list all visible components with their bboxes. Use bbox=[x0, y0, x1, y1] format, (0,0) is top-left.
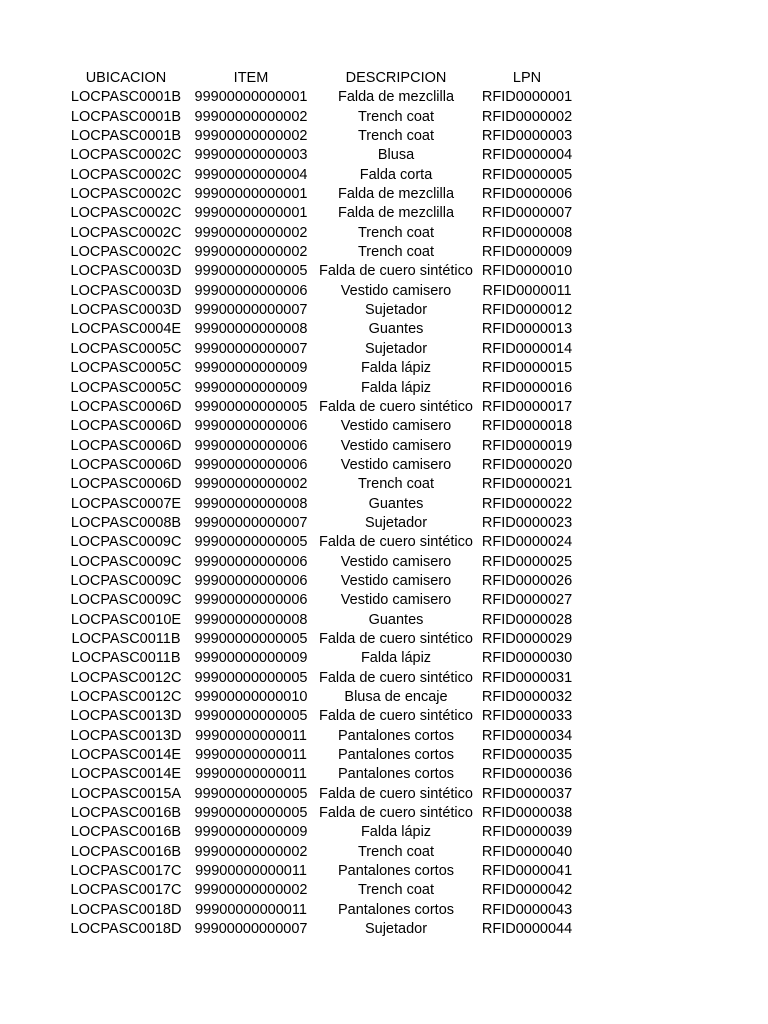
table-row bbox=[63, 630, 575, 649]
table-row bbox=[63, 456, 575, 475]
cell-descripcion: Vestido camisero bbox=[340, 592, 452, 609]
cell-item: 99900000000011 bbox=[195, 766, 307, 783]
table-row bbox=[63, 881, 575, 900]
cell-descripcion: Sujetador bbox=[364, 921, 428, 938]
table-row bbox=[63, 804, 575, 823]
cell-ubicacion: LOCPASC0013D bbox=[70, 708, 182, 725]
cell-ubicacion: LOCPASC0006D bbox=[70, 476, 182, 493]
cell-descripcion: Vestido camisero bbox=[340, 572, 452, 589]
cell-item: 99900000000009 bbox=[194, 379, 308, 396]
table-row bbox=[63, 611, 575, 630]
cell-descripcion: Sujetador bbox=[364, 340, 428, 357]
table-header-row bbox=[63, 69, 575, 88]
cell-ubicacion: LOCPASC0001B bbox=[70, 128, 182, 145]
cell-lpn: RFID0000008 bbox=[481, 224, 573, 241]
table-row bbox=[63, 746, 575, 765]
table-row bbox=[63, 688, 575, 707]
cell-ubicacion: LOCPASC0017C bbox=[70, 882, 182, 899]
cell-descripcion: Pantalones cortos bbox=[337, 863, 455, 880]
cell-item: 99900000000002 bbox=[194, 843, 308, 860]
table-row bbox=[63, 127, 575, 146]
cell-ubicacion: LOCPASC0001B bbox=[70, 89, 182, 106]
cell-item: 99900000000009 bbox=[194, 360, 308, 377]
cell-descripcion: Pantalones cortos bbox=[337, 747, 455, 764]
table-row bbox=[63, 785, 575, 804]
table-row bbox=[63, 301, 575, 320]
cell-item: 99900000000002 bbox=[194, 224, 308, 241]
cell-item: 99900000000002 bbox=[194, 128, 308, 145]
cell-item: 99900000000002 bbox=[194, 882, 308, 899]
cell-descripcion: Vestido camisero bbox=[340, 418, 452, 435]
cell-item: 99900000000009 bbox=[194, 650, 308, 667]
cell-descripcion: Falda lápiz bbox=[360, 379, 432, 396]
cell-ubicacion: LOCPASC0005C bbox=[70, 340, 182, 357]
cell-descripcion: Pantalones cortos bbox=[337, 901, 455, 918]
cell-lpn: RFID0000005 bbox=[481, 166, 573, 183]
cell-item: 99900000000005 bbox=[194, 263, 308, 280]
cell-descripcion: Trench coat bbox=[357, 244, 435, 261]
cell-lpn: RFID0000002 bbox=[481, 108, 573, 125]
cell-ubicacion: LOCPASC0002C bbox=[70, 224, 182, 241]
cell-descripcion: Falda de mezclilla bbox=[337, 186, 455, 203]
cell-lpn: RFID0000033 bbox=[481, 708, 573, 725]
cell-lpn: RFID0000019 bbox=[481, 437, 573, 454]
cell-lpn: RFID0000044 bbox=[481, 921, 573, 938]
cell-ubicacion: LOCPASC0016B bbox=[70, 824, 182, 841]
cell-descripcion: Falda de cuero sintético bbox=[319, 534, 473, 551]
cell-lpn: RFID0000020 bbox=[481, 456, 573, 473]
cell-item: 99900000000005 bbox=[194, 669, 308, 686]
cell-lpn: RFID0000022 bbox=[481, 495, 573, 512]
cell-item: 99900000000005 bbox=[194, 708, 308, 725]
cell-lpn: RFID0000007 bbox=[481, 205, 573, 222]
cell-lpn: RFID0000013 bbox=[481, 321, 573, 338]
table-row bbox=[63, 533, 575, 552]
cell-descripcion: Falda de mezclilla bbox=[337, 205, 455, 222]
cell-lpn: RFID0000043 bbox=[481, 901, 573, 918]
cell-item: 99900000000002 bbox=[194, 108, 308, 125]
cell-item: 99900000000008 bbox=[194, 495, 308, 512]
cell-item: 99900000000001 bbox=[194, 205, 308, 222]
cell-lpn: RFID0000034 bbox=[481, 727, 573, 744]
cell-item: 99900000000006 bbox=[194, 572, 308, 589]
cell-lpn: RFID0000001 bbox=[481, 89, 573, 106]
cell-item: 99900000000006 bbox=[194, 282, 308, 299]
table-row bbox=[63, 398, 575, 417]
cell-ubicacion: LOCPASC0006D bbox=[70, 437, 182, 454]
cell-descripcion: Falda de cuero sintético bbox=[319, 669, 473, 686]
cell-ubicacion: LOCPASC0003D bbox=[70, 282, 182, 299]
table-row bbox=[63, 379, 575, 398]
cell-ubicacion: LOCPASC0006D bbox=[70, 398, 182, 415]
cell-ubicacion: LOCPASC0008B bbox=[70, 514, 182, 531]
cell-lpn: RFID0000039 bbox=[481, 824, 573, 841]
cell-ubicacion: LOCPASC0012C bbox=[70, 669, 182, 686]
table-row bbox=[63, 417, 575, 436]
cell-descripcion: Falda de cuero sintético bbox=[319, 708, 473, 725]
cell-ubicacion: LOCPASC0014E bbox=[70, 747, 182, 764]
cell-ubicacion: LOCPASC0009C bbox=[70, 553, 182, 570]
cell-descripcion: Guantes bbox=[368, 611, 424, 628]
inventory-table bbox=[63, 69, 575, 939]
cell-descripcion: Vestido camisero bbox=[340, 456, 452, 473]
cell-lpn: RFID0000009 bbox=[481, 244, 573, 261]
table-row bbox=[63, 862, 575, 881]
cell-ubicacion: LOCPASC0011B bbox=[71, 650, 181, 667]
table-row bbox=[63, 224, 575, 243]
cell-item: 99900000000006 bbox=[194, 418, 308, 435]
cell-lpn: RFID0000024 bbox=[481, 534, 573, 551]
table-row bbox=[63, 495, 575, 514]
cell-lpn: RFID0000016 bbox=[481, 379, 573, 396]
cell-descripcion: Pantalones cortos bbox=[337, 727, 455, 744]
cell-item: 99900000000006 bbox=[194, 437, 308, 454]
cell-descripcion: Guantes bbox=[368, 495, 424, 512]
cell-ubicacion: LOCPASC0011B bbox=[71, 630, 181, 647]
cell-lpn: RFID0000028 bbox=[481, 611, 573, 628]
table-row bbox=[63, 727, 575, 746]
cell-item: 99900000000008 bbox=[194, 321, 308, 338]
cell-item: 99900000000005 bbox=[194, 785, 308, 802]
cell-ubicacion: LOCPASC0005C bbox=[70, 379, 182, 396]
cell-item: 99900000000006 bbox=[194, 592, 308, 609]
cell-ubicacion: LOCPASC0009C bbox=[70, 572, 182, 589]
table-row bbox=[63, 437, 575, 456]
cell-lpn: RFID0000012 bbox=[481, 302, 573, 319]
cell-ubicacion: LOCPASC0018D bbox=[70, 921, 182, 938]
cell-ubicacion: LOCPASC0002C bbox=[70, 205, 182, 222]
table-row bbox=[63, 920, 575, 939]
cell-ubicacion: LOCPASC0006D bbox=[70, 456, 182, 473]
cell-lpn: RFID0000041 bbox=[481, 863, 573, 880]
cell-lpn: RFID0000003 bbox=[481, 128, 573, 145]
cell-descripcion: Sujetador bbox=[364, 302, 428, 319]
cell-descripcion: Falda lápiz bbox=[360, 360, 432, 377]
cell-item: 99900000000002 bbox=[194, 244, 308, 261]
cell-item: 99900000000011 bbox=[195, 863, 307, 880]
cell-ubicacion: LOCPASC0002C bbox=[70, 244, 182, 261]
cell-ubicacion: LOCPASC0006D bbox=[70, 418, 182, 435]
cell-item: 99900000000011 bbox=[195, 901, 307, 918]
cell-item: 99900000000005 bbox=[194, 534, 308, 551]
cell-item: 99900000000006 bbox=[194, 456, 308, 473]
cell-item: 99900000000006 bbox=[194, 553, 308, 570]
cell-descripcion: Falda lápiz bbox=[360, 650, 432, 667]
cell-lpn: RFID0000030 bbox=[481, 650, 573, 667]
cell-descripcion: Falda de cuero sintético bbox=[319, 785, 473, 802]
cell-item: 99900000000001 bbox=[194, 186, 308, 203]
column-header-ubicacion: UBICACION bbox=[85, 70, 167, 86]
cell-ubicacion: LOCPASC0002C bbox=[70, 147, 182, 164]
cell-lpn: RFID0000006 bbox=[481, 186, 573, 203]
cell-descripcion: Falda corta bbox=[359, 166, 433, 183]
cell-item: 99900000000007 bbox=[194, 340, 308, 357]
cell-ubicacion: LOCPASC0013D bbox=[70, 727, 182, 744]
table-row bbox=[63, 707, 575, 726]
cell-ubicacion: LOCPASC0001B bbox=[70, 108, 182, 125]
cell-item: 99900000000009 bbox=[194, 824, 308, 841]
cell-lpn: RFID0000035 bbox=[481, 747, 573, 764]
cell-item: 99900000000007 bbox=[194, 514, 308, 531]
cell-item: 99900000000007 bbox=[194, 302, 308, 319]
table-row bbox=[63, 669, 575, 688]
cell-ubicacion: LOCPASC0003D bbox=[70, 263, 182, 280]
table-row bbox=[63, 88, 575, 107]
table-row bbox=[63, 262, 575, 281]
cell-descripcion: Falda de mezclilla bbox=[337, 89, 455, 106]
cell-lpn: RFID0000004 bbox=[481, 147, 573, 164]
cell-item: 99900000000011 bbox=[195, 727, 307, 744]
table-row bbox=[63, 185, 575, 204]
table-row bbox=[63, 765, 575, 784]
table-row bbox=[63, 572, 575, 591]
cell-ubicacion: LOCPASC0009C bbox=[70, 592, 182, 609]
cell-item: 99900000000005 bbox=[194, 398, 308, 415]
table-row bbox=[63, 340, 575, 359]
table-row bbox=[63, 591, 575, 610]
cell-lpn: RFID0000014 bbox=[481, 340, 573, 357]
table-row bbox=[63, 146, 575, 165]
cell-ubicacion: LOCPASC0004E bbox=[70, 321, 182, 338]
column-header-lpn: LPN bbox=[512, 70, 542, 86]
table-row bbox=[63, 475, 575, 494]
cell-descripcion: Falda de cuero sintético bbox=[319, 630, 473, 647]
table-row bbox=[63, 108, 575, 127]
cell-ubicacion: LOCPASC0002C bbox=[70, 186, 182, 203]
table-row bbox=[63, 649, 575, 668]
cell-ubicacion: LOCPASC0005C bbox=[70, 360, 182, 377]
cell-descripcion: Trench coat bbox=[357, 108, 435, 125]
table-row bbox=[63, 553, 575, 572]
table-row bbox=[63, 843, 575, 862]
cell-ubicacion: LOCPASC0007E bbox=[70, 495, 182, 512]
cell-descripcion: Trench coat bbox=[357, 476, 435, 493]
cell-lpn: RFID0000032 bbox=[481, 689, 573, 705]
cell-ubicacion: LOCPASC0015A bbox=[70, 785, 182, 802]
cell-ubicacion: LOCPASC0014E bbox=[70, 766, 182, 783]
table-row bbox=[63, 320, 575, 339]
cell-lpn: RFID0000042 bbox=[481, 882, 573, 899]
cell-descripcion: Blusa bbox=[377, 147, 415, 164]
cell-descripcion: Trench coat bbox=[357, 128, 435, 145]
cell-lpn: RFID0000029 bbox=[481, 630, 573, 647]
cell-item: 99900000000003 bbox=[194, 147, 308, 164]
table-row bbox=[63, 901, 575, 920]
cell-lpn: RFID0000038 bbox=[481, 805, 573, 822]
cell-lpn: RFID0000017 bbox=[481, 398, 573, 415]
cell-ubicacion: LOCPASC0018D bbox=[70, 901, 182, 918]
cell-descripcion: Falda lápiz bbox=[360, 824, 432, 841]
cell-ubicacion: LOCPASC0010E bbox=[70, 611, 182, 628]
cell-item: 99900000000004 bbox=[194, 166, 308, 183]
cell-descripcion: Falda de cuero sintético bbox=[319, 805, 473, 822]
cell-descripcion: Blusa de encaje bbox=[344, 689, 448, 705]
cell-descripcion: Trench coat bbox=[357, 882, 435, 899]
cell-item: 99900000000005 bbox=[194, 805, 308, 822]
cell-item: 99900000000008 bbox=[194, 611, 308, 628]
cell-descripcion: Vestido camisero bbox=[340, 282, 452, 299]
cell-lpn: RFID0000027 bbox=[481, 592, 573, 609]
cell-item: 99900000000011 bbox=[195, 747, 307, 764]
cell-lpn: RFID0000037 bbox=[481, 785, 573, 802]
cell-ubicacion: LOCPASC0016B bbox=[70, 805, 182, 822]
column-header-descripcion: DESCRIPCION bbox=[345, 70, 447, 86]
cell-lpn: RFID0000015 bbox=[481, 360, 573, 377]
table-row bbox=[63, 166, 575, 185]
table-row bbox=[63, 243, 575, 262]
cell-ubicacion: LOCPASC0003D bbox=[70, 302, 182, 319]
cell-descripcion: Falda de cuero sintético bbox=[319, 263, 473, 280]
cell-lpn: RFID0000025 bbox=[481, 553, 573, 570]
cell-descripcion: Trench coat bbox=[357, 843, 435, 860]
cell-item: 99900000000010 bbox=[194, 689, 308, 705]
cell-ubicacion: LOCPASC0016B bbox=[70, 843, 182, 860]
cell-ubicacion: LOCPASC0002C bbox=[70, 166, 182, 183]
cell-lpn: RFID0000026 bbox=[481, 572, 573, 589]
cell-descripcion: Trench coat bbox=[357, 224, 435, 241]
cell-lpn: RFID0000010 bbox=[481, 263, 573, 280]
cell-ubicacion: LOCPASC0017C bbox=[70, 863, 182, 880]
cell-lpn: RFID0000018 bbox=[481, 418, 573, 435]
cell-descripcion: Vestido camisero bbox=[340, 437, 452, 454]
cell-lpn: RFID0000023 bbox=[481, 514, 573, 531]
table-row bbox=[63, 359, 575, 378]
cell-descripcion: Sujetador bbox=[364, 514, 428, 531]
cell-item: 99900000000002 bbox=[194, 476, 308, 493]
column-header-item: ITEM bbox=[233, 70, 269, 86]
cell-lpn: RFID0000021 bbox=[481, 476, 573, 493]
table-row bbox=[63, 282, 575, 301]
cell-item: 99900000000007 bbox=[194, 921, 308, 938]
cell-ubicacion: LOCPASC0012C bbox=[70, 689, 182, 705]
cell-item: 99900000000005 bbox=[194, 630, 308, 647]
cell-descripcion: Guantes bbox=[368, 321, 424, 338]
table-body bbox=[63, 88, 575, 939]
cell-lpn: RFID0000036 bbox=[481, 766, 573, 783]
cell-item: 99900000000001 bbox=[194, 89, 308, 106]
table-row bbox=[63, 514, 575, 533]
table-row bbox=[63, 823, 575, 842]
cell-ubicacion: LOCPASC0009C bbox=[70, 534, 182, 551]
cell-descripcion: Falda de cuero sintético bbox=[319, 398, 473, 415]
cell-lpn: RFID0000040 bbox=[481, 843, 573, 860]
cell-lpn: RFID0000011 bbox=[482, 282, 572, 299]
cell-lpn: RFID0000031 bbox=[481, 669, 573, 686]
cell-descripcion: Vestido camisero bbox=[340, 553, 452, 570]
table-row bbox=[63, 204, 575, 223]
cell-descripcion: Pantalones cortos bbox=[337, 766, 455, 783]
